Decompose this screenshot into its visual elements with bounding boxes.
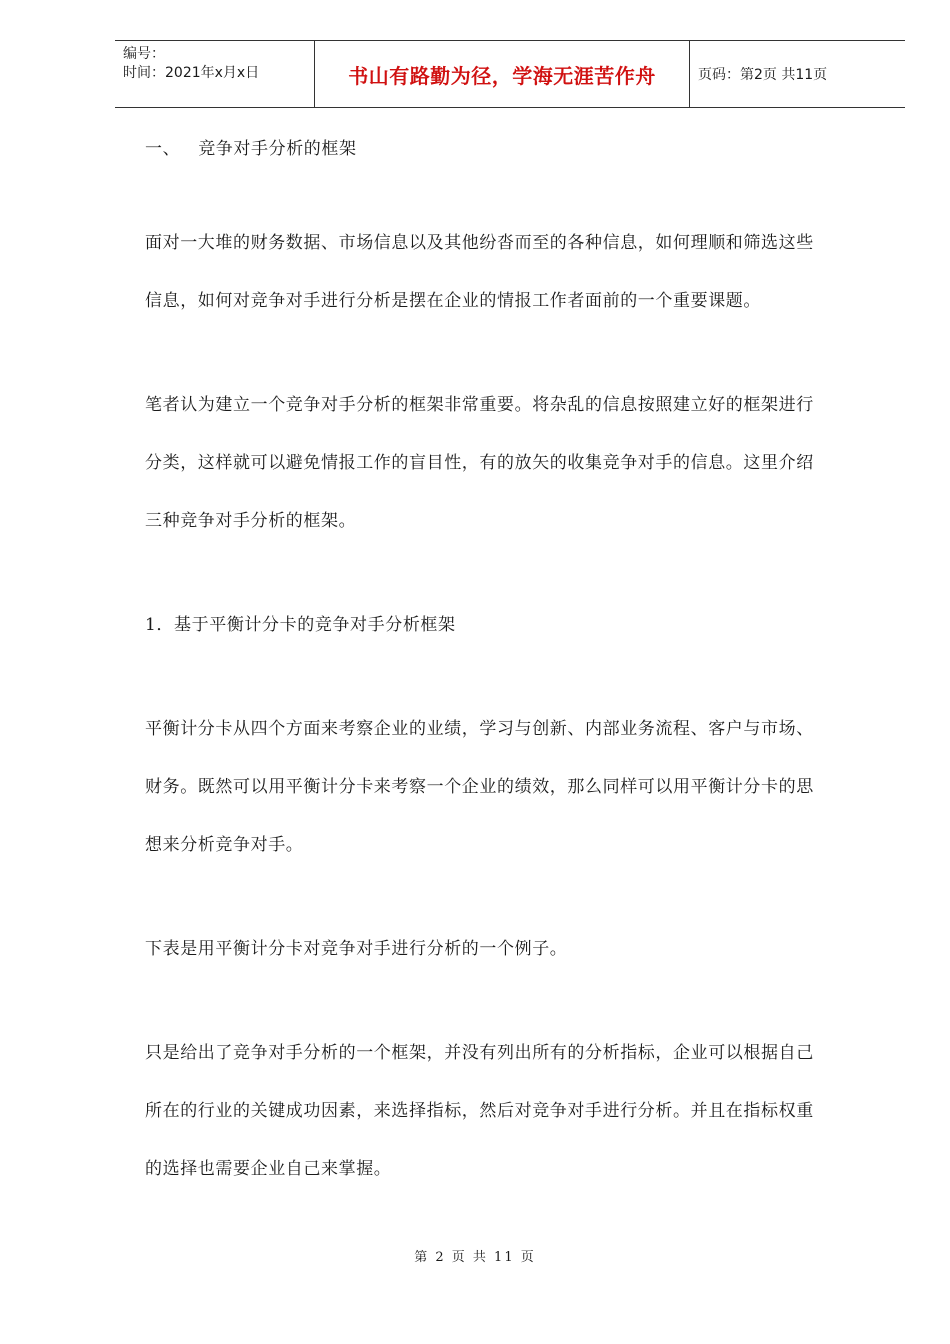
paragraph-line: 所在的行业的关键成功因素，来选择指标，然后对竞争对手进行分析。并且在指标权重 <box>145 1101 814 1121</box>
paragraph-line: 的选择也需要企业自己来掌握。 <box>145 1159 392 1179</box>
code-label: 编号： <box>123 46 165 62</box>
page-header <box>115 40 905 108</box>
header-motto: 书山有路勤为径，学海无涯苦作舟 <box>315 41 690 107</box>
paragraph-2 <box>145 376 875 550</box>
section-number: 一、 <box>145 139 181 159</box>
document-body <box>145 130 875 1198</box>
paragraph-5 <box>145 1024 875 1198</box>
paragraph-line: 信息，如何对竞争对手进行分析是摆在企业的情报工作者面前的一个重要课题。 <box>145 291 761 311</box>
paragraph-line: 三种竞争对手分析的框架。 <box>145 511 357 531</box>
header-meta <box>115 41 315 107</box>
subsection-heading: 1．基于平衡计分卡的竞争对手分析框架 <box>145 615 456 635</box>
section-title: 竞争对手分析的框架 <box>198 139 357 159</box>
section-heading <box>145 130 875 168</box>
time-label: 时间：2021年x月x日 <box>123 65 260 81</box>
paragraph-4: 下表是用平衡计分卡对竞争对手进行分析的一个例子。 <box>145 939 568 959</box>
paragraph-line: 想来分析竞争对手。 <box>145 835 304 855</box>
paragraph-line: 笔者认为建立一个竞争对手分析的框架非常重要。将杂乱的信息按照建立好的框架进行 <box>145 395 814 415</box>
page-footer: 第 2 页 共 11 页 <box>414 1250 536 1265</box>
paragraph-1 <box>145 214 875 330</box>
paragraph-line: 财务。既然可以用平衡计分卡来考察一个企业的绩效，那么同样可以用平衡计分卡的思 <box>145 777 814 797</box>
paragraph-line: 平衡计分卡从四个方面来考察企业的业绩，学习与创新、内部业务流程、客户与市场、 <box>145 719 814 739</box>
paragraph-line: 只是给出了竞争对手分析的一个框架，并没有列出所有的分析指标，企业可以根据自己 <box>145 1043 814 1063</box>
paragraph-line: 面对一大堆的财务数据、市场信息以及其他纷沓而至的各种信息，如何理顺和筛选这些 <box>145 233 814 253</box>
paragraph-line: 分类，这样就可以避免情报工作的盲目性，有的放矢的收集竞争对手的信息。这里介绍 <box>145 453 814 473</box>
paragraph-3 <box>145 700 875 874</box>
header-page-info: 页码：第2页 共11页 <box>698 67 828 83</box>
